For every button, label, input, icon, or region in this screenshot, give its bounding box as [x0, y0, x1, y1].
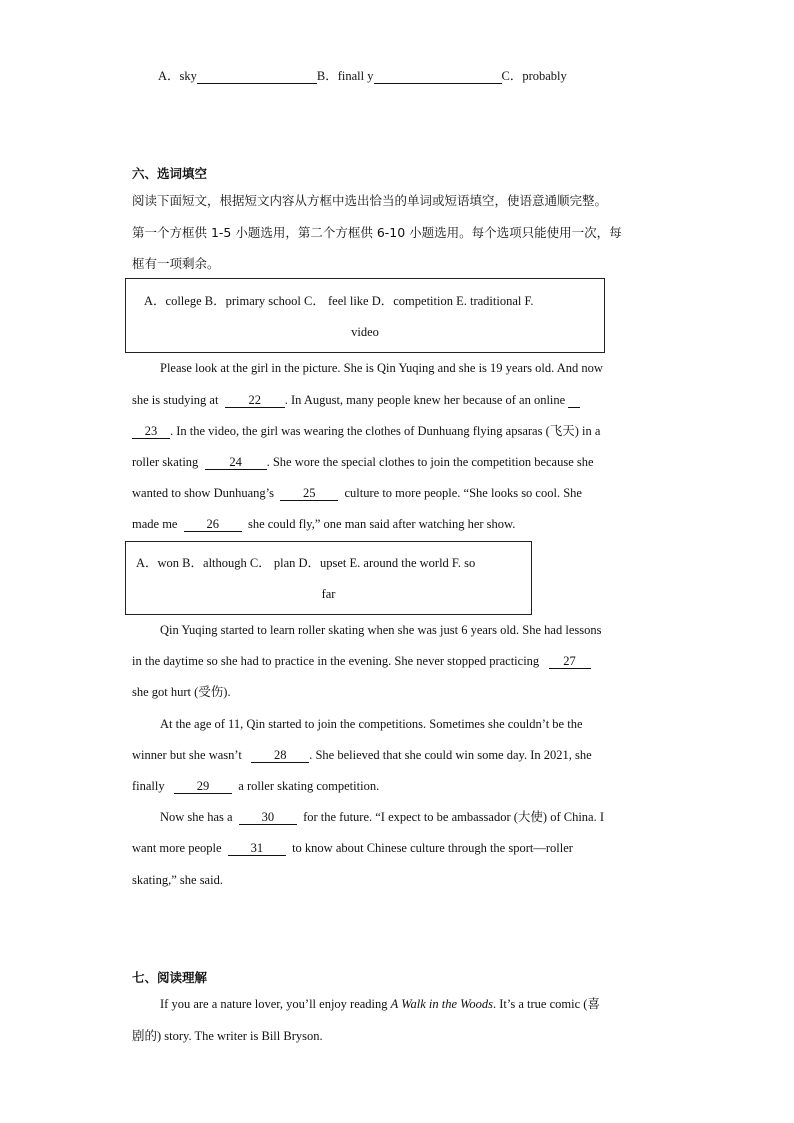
blank-b [374, 69, 502, 84]
book-title: A Walk in the Woods [390, 997, 493, 1011]
p3-line-2: winner but she wasn’t 28 . She believed that she could win some day. In 2021, she [132, 748, 592, 762]
p4-line-2: want more people 31 to know about Chinese culture through the sport—roller [132, 841, 573, 855]
word-box-1-line-1: A．college B．primary school C． feel like D．competition E. traditional F. [144, 294, 534, 308]
blank-29: 29 [174, 779, 232, 794]
p1-line-3: 23 . In the video, the girl was wearing the clothes of Dunhuang flying apsaras (飞天) in a [132, 423, 600, 439]
blank-23: 23 [132, 424, 170, 439]
p3-line-1: At the age of 11, Qin started to join the competitions. Sometimes she couldn’t be the [160, 717, 583, 731]
blank-25: 25 [280, 486, 338, 501]
blank-28: 28 [251, 748, 309, 763]
instruction-line-3: 框有一项剩余。 [132, 256, 220, 271]
top-options-row [158, 68, 567, 84]
p1-line-2: she is studying at 22 . In August, many people knew her because of an online [132, 392, 580, 408]
option-b: B．finall y [316, 69, 374, 83]
p4-line-3: skating,” she said. [132, 873, 223, 887]
p1-line-1: Please look at the girl in the picture. She is Qin Yuqing and she is 19 years old. And now [160, 361, 603, 375]
option-a: A．sky [158, 69, 197, 83]
p2-line-2: in the daytime so she had to practice in the evening. She never stopped practicing 27 [132, 653, 591, 669]
p3-line-3: finally 29 a roller skating competition. [132, 779, 380, 793]
blank-30: 30 [239, 810, 297, 825]
p2-line-3: she got hurt (受伤). [132, 685, 231, 699]
p2-line-1: Qin Yuqing started to learn roller skating when she was just 6 years old. She had lessons [160, 623, 602, 637]
blank-26: 26 [184, 517, 242, 532]
blank-31: 31 [228, 841, 286, 856]
blank-23-start [568, 393, 580, 408]
section-7-title: 七、阅读理解 [132, 970, 208, 985]
p4-line-1: Now she has a 30 for the future. “I expect to be ambassador (大使) of China. I [160, 810, 604, 824]
word-box-2 [125, 541, 532, 615]
blank-22: 22 [225, 393, 285, 408]
word-box-2-line-2: far [321, 587, 336, 601]
blank-27: 27 [549, 654, 591, 669]
s7-line-2: 剧的) story. The writer is Bill Bryson. [132, 1029, 323, 1043]
section-6-title: 六、选词填空 [132, 166, 208, 181]
word-box-1 [125, 278, 605, 353]
instruction-line-1: 阅读下面短文，根据短文内容从方框中选出恰当的单词或短语填空，使语意通顺完整。 [132, 193, 608, 208]
s7-line-1: If you are a nature lover, you’ll enjoy reading A Walk in the Woods. It’s a true comic (喜 [160, 997, 600, 1011]
option-c: C．probably [501, 69, 567, 83]
instruction-line-2: 第一个方框供 1-5 小题选用，第二个方框供 6-10 小题选用。每个选项只能使用一次，每 [132, 225, 622, 240]
p1-line-6: made me 26 she could fly,” one man said after watching her show. [132, 517, 516, 531]
word-box-2-line-1: A．won B．although C． plan D．upset E. around the world F. so [136, 556, 476, 570]
blank-24: 24 [205, 455, 267, 470]
p1-line-5: wanted to show Dunhuang’s 25 culture to more people. “She looks so cool. She [132, 486, 582, 500]
p1-line-4: roller skating 24 . She wore the special clothes to join the competition because she [132, 455, 594, 469]
blank-a [197, 69, 317, 84]
word-box-1-line-2: video [351, 325, 379, 339]
